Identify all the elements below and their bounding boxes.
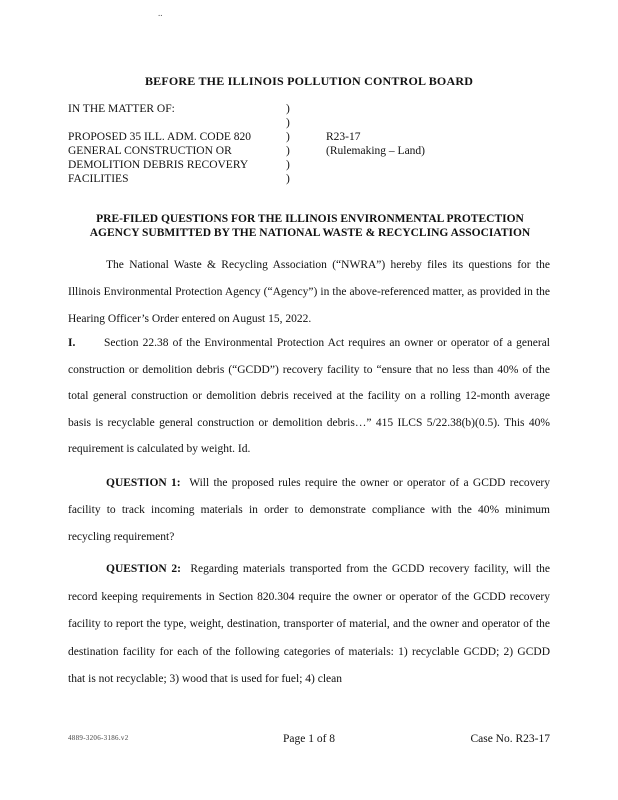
section-text: Section 22.38 of the Environmental Protection Act requires an owner or operator of a general construction or demolition debris (“GCDD”) recovery facility to “ensure that no less than 40% of the total general construction or demolition debris received at the facility on a rolling 12-month average basis is recyclable general construction or demolition debris…” 415 ILCS 5/22.38(b)(0.5). This 40% requirement is calculated by weight. Id. [68, 337, 550, 455]
footer-case-number: Case No. R23-17 [470, 733, 550, 745]
intro-paragraph: The National Waste & Recycling Association (“NWRA”) hereby files its questions for the Illinois Environmental Protection Agency (“Agency”) in the above-referenced matter, as provided in the Hearing Officer’s Order entered on August 15, 2022. [68, 259, 550, 325]
question-text: Regarding materials transported from the GCDD recovery facility, will the record keeping requirements in Section 820.304 require the owner or operator of the GCDD recovery facility to report the type, weight, destination, transporter of material, and the owner and operator of the destination facility for each of the following categories of materials: 1) recyclable GCDD; 2) GCDD that is not recyclable; 3) wood that is used for fuel; 4) clean [68, 563, 550, 685]
page-number: Page 1 of 8 [282, 733, 336, 745]
case-number: R23-17 [326, 131, 361, 143]
heading-line: PRE-FILED QUESTIONS FOR THE ILLINOIS ENVIRONMENTAL PROTECTION [96, 213, 524, 225]
caption-line: FACILITIES [68, 173, 129, 185]
caption-line: GENERAL CONSTRUCTION OR [68, 145, 232, 157]
caption-line: DEMOLITION DEBRIS RECOVERY [68, 159, 249, 171]
document-id: 4889-3206-3186.v2 [68, 734, 129, 742]
caption-paren: ) [286, 131, 290, 143]
caption-line: IN THE MATTER OF: [68, 103, 175, 115]
question-text: Will the proposed rules require the owner or operator of a GCDD recovery facility to track incoming materials in order to demonstrate compliance with the 40% minimum recycling requirement? [68, 477, 551, 543]
case-type: (Rulemaking – Land) [326, 145, 426, 157]
section-paragraph [68, 330, 550, 463]
question-paragraph [68, 556, 550, 694]
heading-line: AGENCY SUBMITTED BY THE NATIONAL WASTE & RECYCLING ASSOCIATION [89, 227, 531, 239]
board-title: BEFORE THE ILLINOIS POLLUTION CONTROL BOARD [144, 74, 474, 88]
caption-matter [68, 102, 278, 186]
caption-paren: ) [286, 145, 290, 157]
caption-paren: ) [286, 103, 290, 115]
question-paragraph [68, 470, 550, 551]
caption-paren: ) [286, 117, 290, 129]
section-number: I. [68, 337, 76, 349]
caption-line: PROPOSED 35 ILL. ADM. CODE 820 [68, 131, 252, 143]
caption-paren: ) [286, 159, 290, 171]
page-footer [0, 733, 618, 747]
top-mark: .. [158, 8, 163, 18]
document-heading [60, 212, 560, 240]
caption-case [326, 130, 526, 158]
question-label: QUESTION 1: [106, 477, 181, 489]
caption-paren: ) [286, 173, 290, 185]
question-label: QUESTION 2: [106, 563, 181, 575]
caption-parens [286, 102, 296, 186]
caption-line [68, 116, 278, 130]
